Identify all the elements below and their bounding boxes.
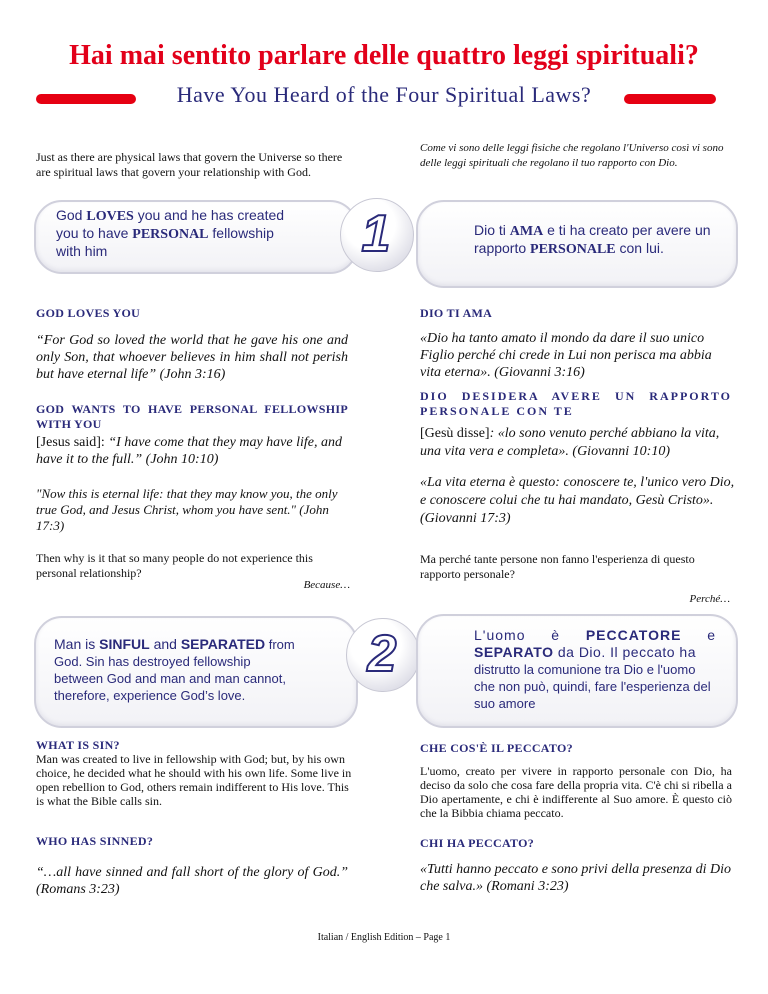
because-italian: Perché… (689, 593, 730, 605)
page-subtitle: Have You Heard of the Four Spiritual Laws? (176, 82, 592, 107)
intro-english: Just as there are physical laws that govern the Universe so there are spiritual laws that govern your relationship with God. (36, 150, 343, 179)
heading-what-is-sin: WHAT IS SIN? (36, 738, 120, 752)
text-what-is-sin: Man was created to live in fellowship with God; but, by his own choice, he decided what he should with his own life. Some live in open rebellion to God, others remain indifferent to His love. This is what the Bible calls sin. (36, 752, 352, 808)
gesu-disse-it (420, 425, 736, 461)
text-span: God (56, 207, 87, 223)
verso-giovanni-17-3: «La vita eterna è questo: conoscere te, l'unico vero Dio, e conoscere colui che tu hai mandato, Gesù Cristo». (Giovanni 17:3) (420, 475, 735, 526)
personal-emphasis: PERSONAL (132, 227, 209, 242)
text-span: you and he has created you to have (56, 207, 285, 241)
law2-english-text (54, 636, 296, 704)
text-span: e (681, 627, 716, 643)
intro-italian: Come vi sono delle leggi fisiche che regolano l'Universo così vi sono delle leggi spirituali che regolano il tuo rapporto con Dio. (420, 142, 724, 169)
personale-emphasis: PERSONALE (530, 242, 616, 257)
heading-che-cose-il-peccato: CHE COS'È IL PECCATO? (420, 741, 573, 755)
separato-emphasis: SEPARATO (474, 644, 554, 660)
jesus-said-label: [Jesus said]: (36, 435, 109, 450)
verse-romans-3-23: “…all have sinned and fall short of the glory of God.” (Romans 3:23) (36, 865, 348, 897)
jesus-said-en (36, 434, 348, 468)
text-span: from God. Sin has destroyed fellowship between God and man and man cannot, therefore, experience God’s love. (54, 637, 295, 703)
heading-personal-fellowship: GOD WANTS TO HAVE PERSONAL FELLOWSHIP WITH YOU (36, 402, 348, 431)
loves-emphasis: LOVES (86, 209, 134, 224)
because-english: Because… (303, 579, 350, 591)
text-span: Dio ti (474, 222, 510, 238)
sinful-emphasis: SINFUL (99, 636, 150, 652)
law1-number: 1 (361, 205, 391, 263)
verse-john-3-16: “For God so loved the world that he gave his one and only Son, that whoever believes in him shall not perish but have eternal life” (John 3:16) (36, 333, 348, 382)
heading-who-has-sinned: WHO HAS SINNED? (36, 834, 154, 848)
verso-giovanni-10-10: : «lo sono venuto perché abbiano la vita, una vita vera e completa». (Giovanni 10:10) (420, 426, 720, 459)
text-span: e ti ha creato per avere un rapporto (474, 222, 711, 256)
text-che-cose-il-peccato: L'uomo, creato per vivere in rapporto personale con Dio, ha deciso da solo che cosa fare della propria vita. C'è chi si ribella a Dio apertamente, e chi è indifferente al Suo amore. È questo ciò che la Bibbia chiama peccato. (420, 764, 732, 820)
text-span: L'uomo è (474, 627, 586, 643)
text-span: con lui. (615, 240, 664, 256)
text-span: and (149, 636, 181, 652)
question-english: Then why is it that so many people do not experience this personal relationship? (36, 551, 313, 580)
peccatore-emphasis: PECCATORE (585, 627, 682, 643)
verse-john-10-10: “I have come that they may have life, and have it to the full.” (John 10:10) (36, 435, 342, 467)
heading-chi-ha-peccato: CHI HA PECCATO? (420, 836, 535, 850)
text-span: Man is (54, 636, 100, 652)
verso-romani-3-23: «Tutti hanno peccato e sono privi della presenza di Dio che salva.» (Romani 3:23) (420, 862, 731, 894)
heading-god-loves-you: GOD LOVES YOU (36, 306, 141, 320)
page-footer: Italian / English Edition – Page 1 (317, 932, 451, 943)
heading-dio-ti-ama: DIO TI AMA (420, 306, 493, 320)
text-span: distrutto la comunione tra Dio e l'uomo che non può, quindi, fare l'esperienza del suo amore (474, 662, 711, 711)
separated-emphasis: SEPARATED (180, 636, 266, 652)
law2-number: 2 (367, 625, 397, 683)
page-title: Hai mai sentito parlare delle quattro leggi spirituali? (69, 40, 699, 71)
law2-italian-text (474, 627, 716, 712)
heading-dio-desidera: DIO DESIDERA AVERE UN RAPPORTO PERSONALE CON TE (420, 389, 732, 418)
verse-john-17-3: "Now this is eternal life: that they may know you, the only true God, and Jesus Christ, whom you have sent." (John 17:3) (36, 486, 338, 533)
ama-emphasis: AMA (509, 224, 544, 239)
question-italian: Ma perché tante persone non fanno l'esperienza di questo rapporto personale? (420, 552, 695, 581)
text-span: da Dio. Il peccato ha (553, 644, 696, 660)
law1-english-text (56, 207, 296, 260)
text-span: fellowship with him (56, 225, 274, 259)
gesu-disse-label: [Gesù disse] (420, 426, 490, 441)
law1-italian-text (474, 222, 724, 258)
verso-giovanni-3-16: «Dio ha tanto amato il mondo da dare il suo unico Figlio perché chi crede in Lui non perisca ma abbia vita eterna». (Giovanni 3:16) (420, 331, 712, 380)
